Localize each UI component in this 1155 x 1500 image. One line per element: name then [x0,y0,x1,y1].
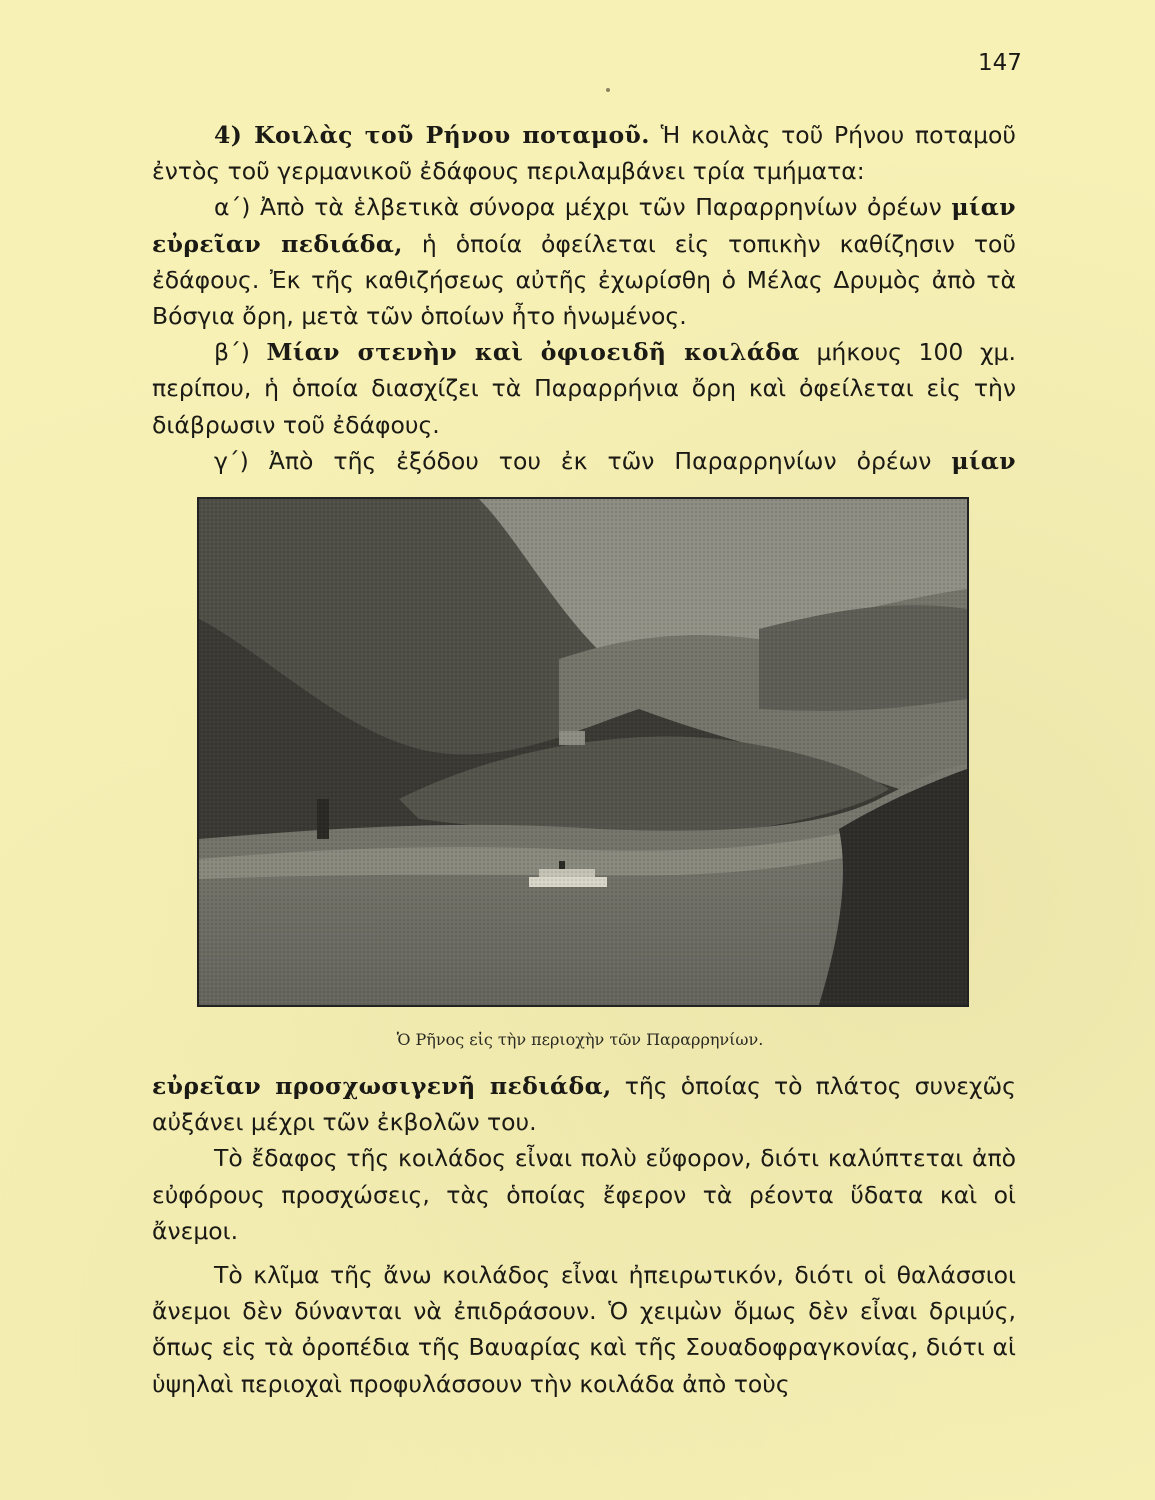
text-section-top [152,117,1016,479]
section-intro: Ἡ κοιλὰς τοῦ Ρήνου ποταμοῦ ἐντὸς τοῦ γερμανικοῦ ἐδάφους περιλαμβάνει τρία τμήματα: [152,121,1017,186]
photo-illustration [199,499,967,1005]
item-c-prefix: γ΄) Ἀπὸ τῆς ἐξόδου του ἐκ τῶν Παραρρηνίων ὀρέων [214,446,932,475]
continuation-text: τῆς ὁποίας τὸ πλάτος συνεχῶς αὐξάνει μέχρι τῶν ἐκβολῶν του. [152,1072,1016,1137]
photo-caption: Ὁ Ρῆνος εἰς τὴν περιοχὴν τῶν Παραρρηνίων. [396,1030,764,1049]
text-section-bottom [152,1068,1016,1402]
paragraph-item-c [152,443,1016,479]
paragraph-soil: Τὸ ἔδαφος τῆς κοιλάδος εἶναι πολὺ εὔφορον, διότι καλύπτεται ἀπὸ εὐφόρους προσχώσεις, τὰς ὁποίας ἔφερον τὰ ρέοντα ὕδατα καὶ οἱ ἄνεμοι. [152,1144,1016,1245]
print-speck [606,88,610,92]
paragraph-climate: Τὸ κλῖμα τῆς ἄνω κοιλάδος εἶναι ἠπειρωτικόν, διότι οἱ θαλάσσιοι ἄνεμοι δὲν δύνανται νὰ ἐπιδράσουν. Ὁ χειμὼν ὅμως δὲν εἶναι δριμύς, ὅπως εἰς τὰ ὀροπέδια τῆς Βαυαρίας καὶ τῆς Σουαδοφραγκονίας, διότι αἱ ὑψηλαὶ περιοχαὶ προφυλάσσουν τὴν κοιλάδα ἀπὸ τοὺς [152,1261,1016,1398]
paragraph-continuation [152,1068,1016,1140]
continuation-bold: εὐρεῖαν προσχωσιγενῆ πεδιάδα, [152,1072,612,1100]
item-a-bold: μίαν εὐρεῖαν πεδιάδα, [152,193,1016,258]
item-b-suffix: μήκους 100 χμ. περίπου, ἡ ὁποία διασχίζει τὰ Παραρρήνια ὄρη καὶ ὀφείλεται εἰς τὴν διάβρωσιν τοῦ ἐδάφους. [152,338,1016,439]
paragraph-spacer [152,1249,1016,1257]
photo-rhine-valley [197,497,969,1007]
item-a-suffix: ἡ ὁποία ὀφείλεται εἰς τοπικὴν καθίζησιν τοῦ ἐδάφους. Ἐκ τῆς καθιζήσεως αὐτῆς ἐχωρίσθη ὁ Μέλας Δρυμὸς ἀπὸ τὰ Βόσγια ὄρη, μετὰ τῶν ὁποίων ἦτο ἡνωμένος. [152,229,1016,331]
item-c-bold: μίαν [951,446,1016,475]
paragraph-heading-rhine [152,117,1016,189]
item-a-prefix: α΄) Ἀπὸ τὰ ἑλβετικὰ σύνορα μέχρι τῶν Παραρρηνίων ὀρέων [214,193,942,222]
section-heading: 4) Κοιλὰς τοῦ Ρήνου ποταμοῦ. [214,121,650,149]
paragraph-item-a [152,189,1016,334]
paragraph-item-b [152,334,1016,443]
page-number: 147 [978,50,1022,76]
item-b-bold: Μίαν στενὴν καὶ ὀφιοειδῆ κοιλάδα [266,338,800,367]
item-b-prefix: β΄) [214,338,250,367]
